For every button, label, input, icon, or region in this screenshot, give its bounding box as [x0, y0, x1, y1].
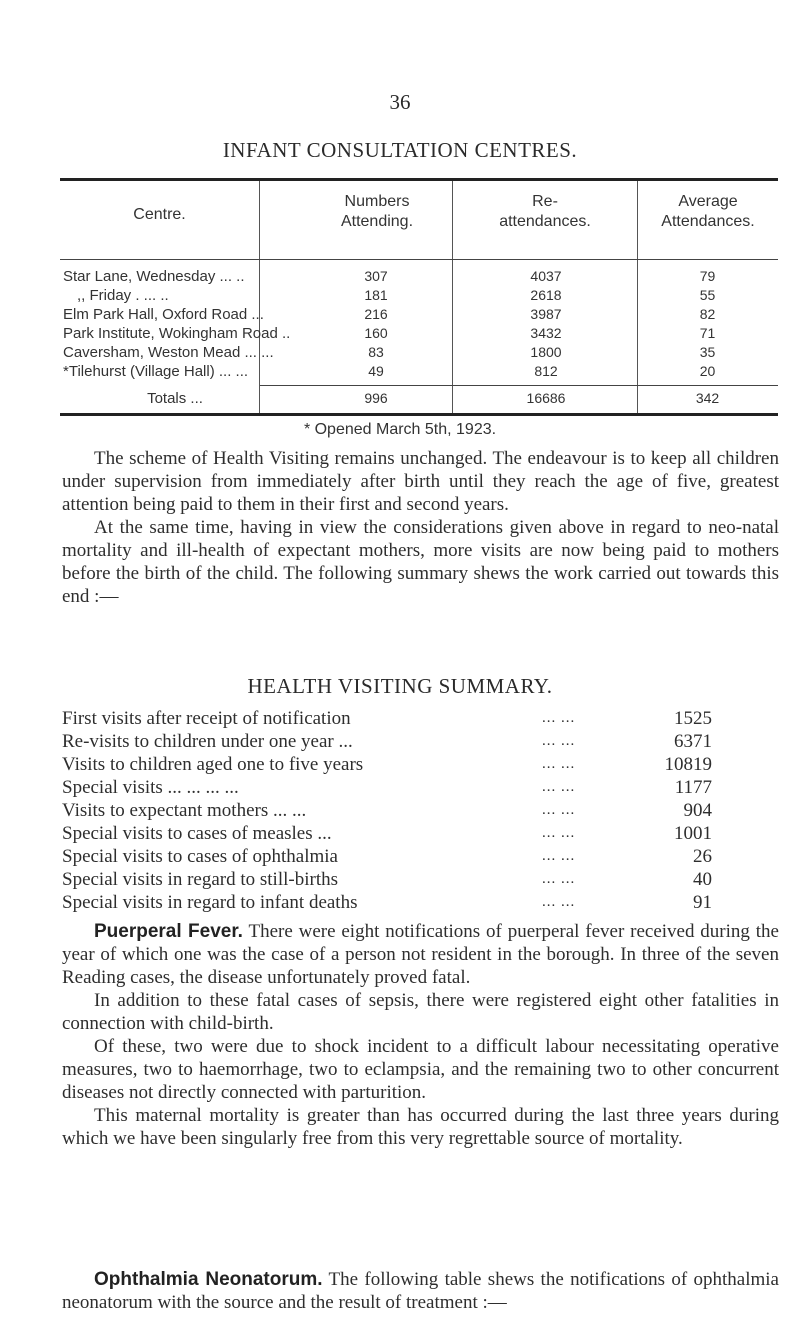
- page-title: INFANT CONSULTATION CENTRES.: [222, 138, 578, 162]
- leader-dots: ... ...: [542, 894, 576, 910]
- header-reattendances-line1: Re-: [532, 193, 558, 210]
- paragraph: [62, 920, 779, 989]
- table-row: [60, 268, 778, 288]
- list-item: [62, 776, 712, 799]
- table-top-rule: [60, 178, 778, 181]
- paragraph: Of these, two were due to shock incident to a difficult labour necessitating operative measures, two to haemorrhage, two to eclampsia, and the remaining two to other concurrent diseases not directly connected with parturition.: [62, 1036, 779, 1103]
- summary-label: Special visits in regard to infant deaths: [62, 892, 358, 913]
- summary-label: Visits to children aged one to five years: [62, 754, 364, 775]
- cell-centre: ,, Friday . ... ..: [77, 287, 169, 304]
- list-item: [62, 868, 712, 891]
- leader-dots: ... ...: [542, 871, 576, 887]
- table-row: [60, 306, 778, 326]
- cell-centre: *Tilehurst (Village Hall) ... ...: [63, 363, 249, 380]
- leader-dots: ... ...: [542, 756, 576, 772]
- cell-numbers: 49: [368, 363, 384, 379]
- header-reattendances-line2: attendances.: [499, 213, 591, 230]
- table-footnote: * Opened March 5th, 1923.: [303, 421, 497, 438]
- paragraph: [62, 1268, 779, 1314]
- table-row: [60, 325, 778, 345]
- cell-centre: Elm Park Hall, Oxford Road ...: [63, 306, 264, 323]
- section-heading: Puerperal Fever.: [94, 921, 243, 942]
- list-item: [62, 822, 712, 845]
- list-item: [62, 799, 712, 822]
- paragraph-text: The following table shews the notifications of ophthalmia neonatorum with the source and the result of treatment :—: [62, 1269, 779, 1313]
- header-average-line1: Average: [678, 193, 738, 210]
- list-item: [62, 707, 712, 730]
- cell-numbers: 160: [364, 325, 388, 341]
- summary-label: Visits to expectant mothers ... ...: [62, 800, 307, 821]
- list-item: [62, 891, 712, 914]
- cell-average: 79: [699, 268, 716, 284]
- page-number: 36: [389, 90, 411, 114]
- cell-reattendances: 1800: [530, 344, 562, 360]
- cell-centre: Caversham, Weston Mead ... ...: [63, 344, 274, 361]
- cell-centre: Park Institute, Wokingham Road ..: [63, 325, 291, 342]
- paragraph: This maternal mortality is greater than has occurred during the last three years during which we have been singularly free from this very regrettable source of mortality.: [62, 1105, 779, 1149]
- summary-value: 1001: [674, 823, 712, 844]
- leader-dots: ... ...: [542, 825, 576, 841]
- summary-label: Special visits to cases of ophthalmia: [62, 846, 338, 867]
- totals-average: 342: [695, 390, 720, 406]
- cell-centre: Star Lane, Wednesday ... ..: [63, 268, 245, 285]
- table-row: [60, 344, 778, 364]
- table-row: [60, 363, 778, 383]
- summary-label: First visits after receipt of notification: [62, 708, 351, 729]
- totals-label: Totals ...: [147, 390, 203, 407]
- header-numbers-line2: Attending.: [340, 213, 414, 230]
- summary-value: 904: [683, 800, 712, 821]
- summary-value: 6371: [674, 731, 712, 752]
- header-average-line2: Attendances.: [661, 213, 755, 230]
- section-heading: Ophthalmia Neonatorum.: [94, 1269, 323, 1290]
- list-item: [62, 753, 712, 776]
- cell-reattendances: 3432: [530, 325, 562, 341]
- table-row: [60, 287, 778, 307]
- cell-average: 20: [699, 363, 716, 379]
- leader-dots: ... ...: [542, 733, 576, 749]
- paragraph-text: There were eight notifications of puerperal fever received during the year of which one was the case of a person not resident in the borough. In three of the seven Reading cases, the disease unfortunately proved fatal.: [62, 921, 779, 988]
- leader-dots: ... ...: [542, 710, 576, 726]
- cell-average: 55: [699, 287, 716, 303]
- infant-centres-table: [60, 178, 778, 416]
- cell-numbers: 181: [364, 287, 388, 303]
- cell-numbers: 307: [364, 268, 388, 284]
- cell-average: 82: [699, 306, 716, 322]
- cell-reattendances: 812: [534, 363, 558, 379]
- cell-numbers: 83: [368, 344, 384, 360]
- totals-numbers: 996: [364, 390, 388, 406]
- list-item: [62, 730, 712, 753]
- ophthalmia-section: [62, 1268, 779, 1314]
- leader-dots: ... ...: [542, 802, 576, 818]
- totals-reattendances: 16686: [526, 390, 566, 406]
- leader-dots: ... ...: [542, 779, 576, 795]
- summary-label: Special visits in regard to still-births: [62, 869, 338, 890]
- summary-title: HEALTH VISITING SUMMARY.: [247, 674, 553, 698]
- summary-label: Special visits to cases of measles ...: [62, 823, 332, 844]
- summary-label: Special visits ... ... ... ...: [62, 777, 239, 798]
- cell-reattendances: 4037: [530, 268, 562, 284]
- summary-value: 40: [693, 869, 712, 890]
- header-centre: Centre.: [133, 206, 186, 223]
- cell-average: 71: [699, 325, 716, 341]
- summary-value: 10819: [664, 754, 712, 775]
- paragraph: In addition to these fatal cases of sepsis, there were registered eight other fatalities in connection with child-birth.: [62, 990, 779, 1034]
- summary-value: 91: [693, 892, 712, 913]
- health-visiting-summary: [62, 707, 712, 914]
- list-item: [62, 845, 712, 868]
- summary-value: 1177: [674, 777, 712, 798]
- paragraph: The scheme of Health Visiting remains unchanged. The endeavour is to keep all children under supervision from immediately after birth until they reach the age of five, greatest attention being paid to them in their first and second years.: [62, 448, 779, 515]
- cell-average: 35: [699, 344, 716, 360]
- summary-value: 1525: [674, 708, 712, 729]
- cell-numbers: 216: [364, 306, 388, 322]
- leader-dots: ... ...: [542, 848, 576, 864]
- paragraph: At the same time, having in view the considerations given above in regard to neo-natal mortality and ill-health of expectant mothers, more visits are now being paid to mothers before the birth of the child. The following summary shews the work carried out towards this end :—: [62, 517, 779, 607]
- header-numbers-line1: Numbers: [344, 193, 410, 210]
- cell-reattendances: 2618: [530, 287, 562, 303]
- summary-value: 26: [693, 846, 712, 867]
- summary-label: Re-visits to children under one year ...: [62, 731, 353, 752]
- puerperal-fever-section: [62, 920, 779, 1150]
- health-visiting-text: [62, 447, 779, 608]
- table-header-rule: [60, 259, 778, 260]
- cell-reattendances: 3987: [530, 306, 562, 322]
